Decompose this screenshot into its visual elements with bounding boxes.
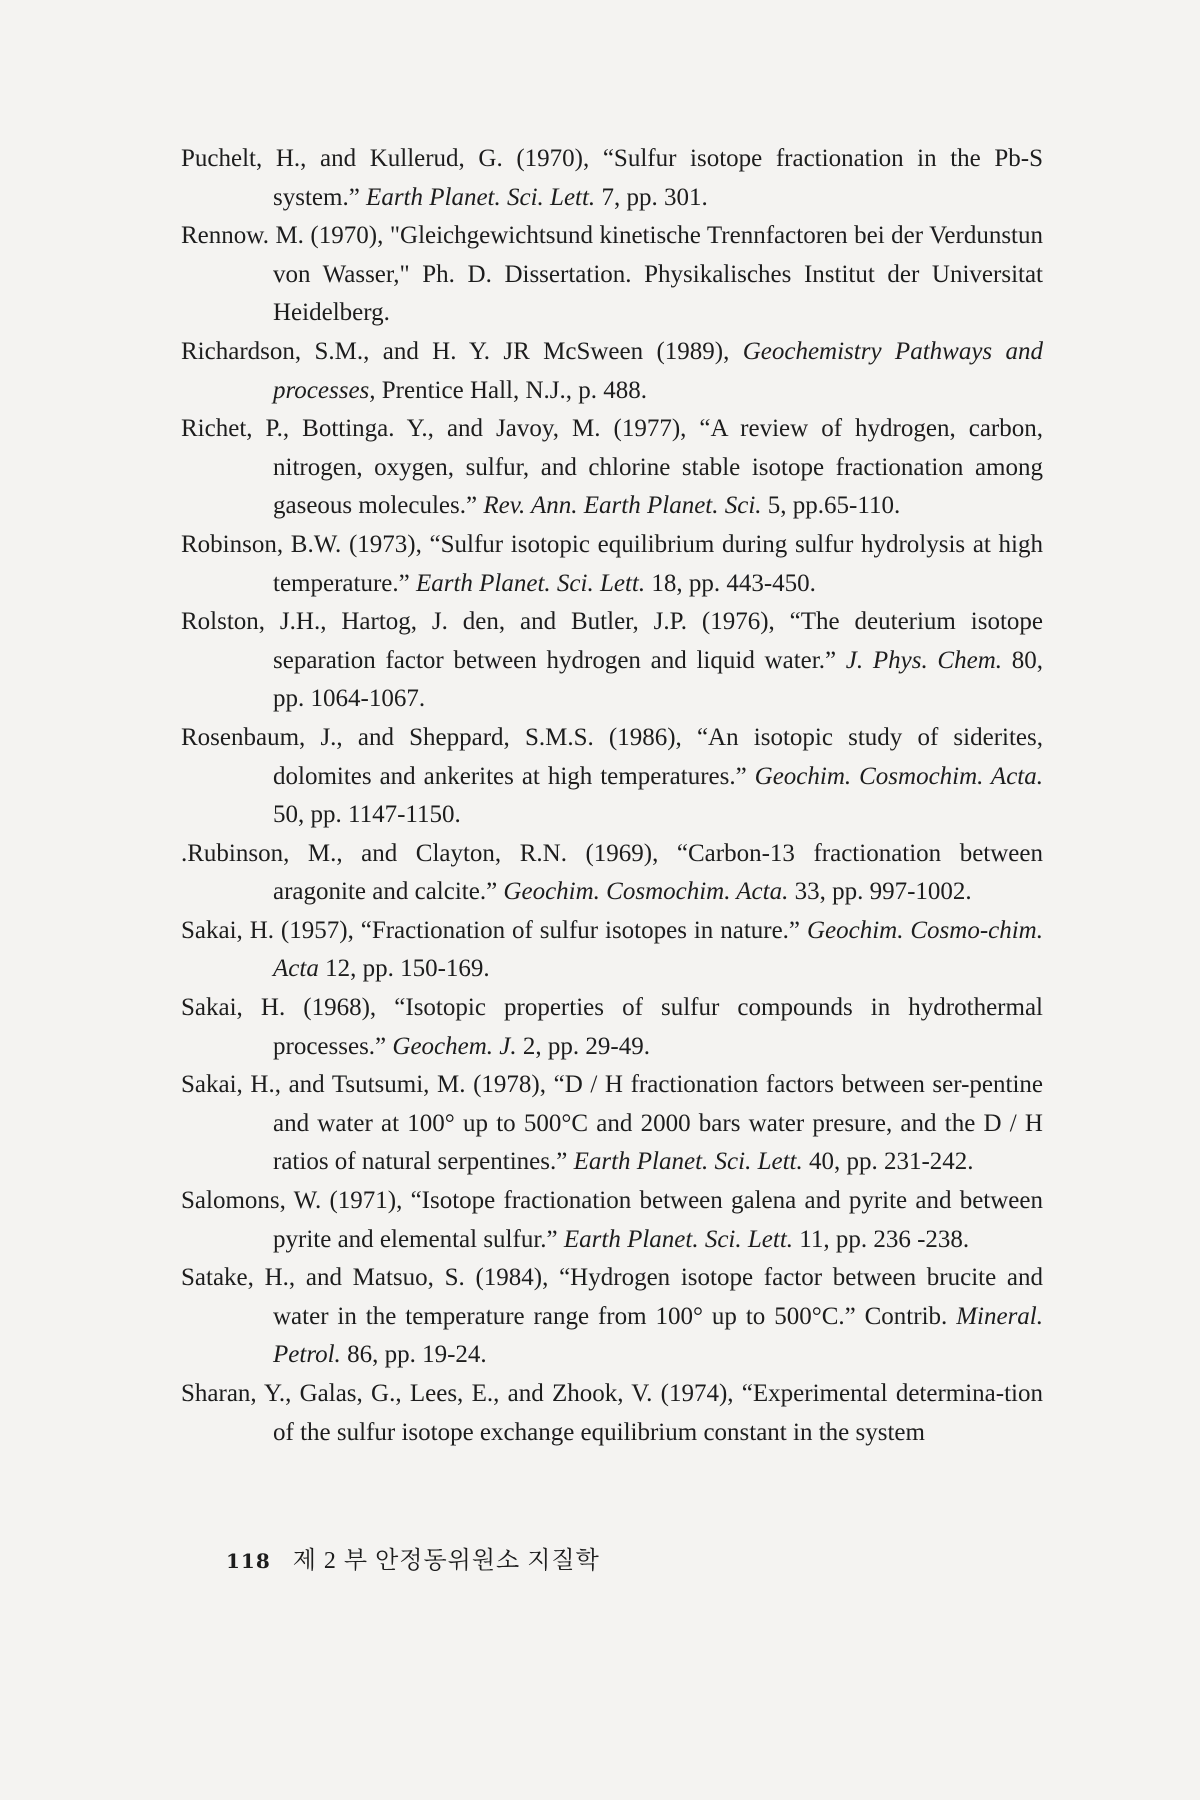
page-number: 118 (226, 1549, 271, 1573)
reference-entry: Richardson, S.M., and H. Y. JR McSween (1989), Geochemistry Pathways and processes, Prentice Hall, N.J., p. 488. (181, 337, 1043, 404)
reference-entry: Richet, P., Bottinga. Y., and Javoy, M. (1977), “A review of hydrogen, carbon, nitrogen, oxygen, sulfur, and chlorine stable isotope fractionation among gaseous molecules.” Rev. Ann. Earth Planet. Sci. 5, pp.65-110. (181, 415, 1043, 520)
journal-title: Geochim. Cosmochim. Acta. (503, 878, 789, 906)
reference-entry: Rolston, J.H., Hartog, J. den, and Butler, J.P. (1976), “The deuterium isotope separation factor between hydrogen and liquid water.” J. Phys. Chem. 80, pp. 1064-1067. (181, 608, 1043, 713)
reference-entry: Salomons, W. (1971), “Isotope fractionation between galena and pyrite and between pyrite and elemental sulfur.” Earth Planet. Sci. Lett. 11, pp. 236 -238. (181, 1187, 1043, 1253)
section-title: 제 2 부 안정동위원소 지질학 (292, 1548, 600, 1574)
journal-title: Geochim. Cosmochim. Acta. (754, 762, 1043, 790)
reference-list (181, 140, 1043, 1452)
reference-entry: Robinson, B.W. (1973), “Sulfur isotopic equilibrium during sulfur hydrolysis at high temperature.” Earth Planet. Sci. Lett. 18, pp. 443-450. (181, 530, 1043, 597)
reference-entry: Puchelt, H., and Kullerud, G. (1970), “Sulfur isotope fractionation in the Pb-S system.” Earth Planet. Sci. Lett. 7, pp. 301. (181, 145, 1043, 211)
journal-title: Rev. Ann. Earth Planet. Sci. (483, 492, 762, 520)
page-footer (226, 1540, 600, 1575)
journal-title: Earth Planet. Sci. Lett. (573, 1148, 803, 1176)
reference-entry: Sakai, H., and Tsutsumi, M. (1978), “D / H fractionation factors between ser-pentine and water at 100° up to 500°C and 2000 bars water presure, and the D / H ratios of natural serpentines.” Earth Planet. Sci. Lett. 40, pp. 231-242. (181, 1071, 1043, 1176)
journal-title: Mineral. Petrol. (273, 1302, 1043, 1369)
journal-title: Geochem. J. (392, 1032, 517, 1060)
journal-title: Earth Planet. Sci. Lett. (415, 569, 646, 597)
reference-entry: Sakai, H. (1968), “Isotopic properties of sulfur compounds in hydrothermal processes.” Geochem. J. 2, pp. 29-49. (181, 994, 1043, 1060)
reference-entry: Sharan, Y., Galas, G., Lees, E., and Zhook, V. (1974), “Experimental determina-tion of the sulfur isotope exchange equilibrium constant in the system (181, 1380, 1043, 1446)
journal-title: Earth Planet. Sci. Lett. (563, 1225, 794, 1253)
reference-entry: Sakai, H. (1957), “Fractionation of sulfur isotopes in nature.” Geochim. Cosmo-chim. Acta 12, pp. 150-169. (181, 916, 1043, 983)
journal-title: J. Phys. Chem. (845, 646, 1003, 674)
reference-entry: .Rubinson, M., and Clayton, R.N. (1969), “Carbon-13 fractionation between aragonite and calcite.” Geochim. Cosmochim. Acta. 33, pp. 997-1002. (181, 839, 1043, 906)
book-title: Geochemistry Pathways and processes, (273, 337, 1043, 404)
journal-title: Geochim. Cosmo-chim. Acta (273, 916, 1043, 983)
journal-title: Earth Planet. Sci. Lett. (366, 183, 596, 211)
reference-entry: Satake, H., and Matsuo, S. (1984), “Hydrogen isotope factor between brucite and water in the temperature range from 100° up to 500°C.” Contrib. Mineral. Petrol. 86, pp. 19-24. (181, 1264, 1043, 1369)
reference-entry: Rennow. M. (1970), "Gleichgewichtsund kinetische Trennfactoren bei der Verdunstun von Wasser," Ph. D. Dissertation. Physikalisches Institut der Universitat Heidelberg. (181, 222, 1043, 327)
reference-entry: Rosenbaum, J., and Sheppard, S.M.S. (1986), “An isotopic study of siderites, dolomites and ankerites at high temperatures.” Geochim. Cosmochim. Acta. 50, pp. 1147-1150. (181, 723, 1043, 829)
